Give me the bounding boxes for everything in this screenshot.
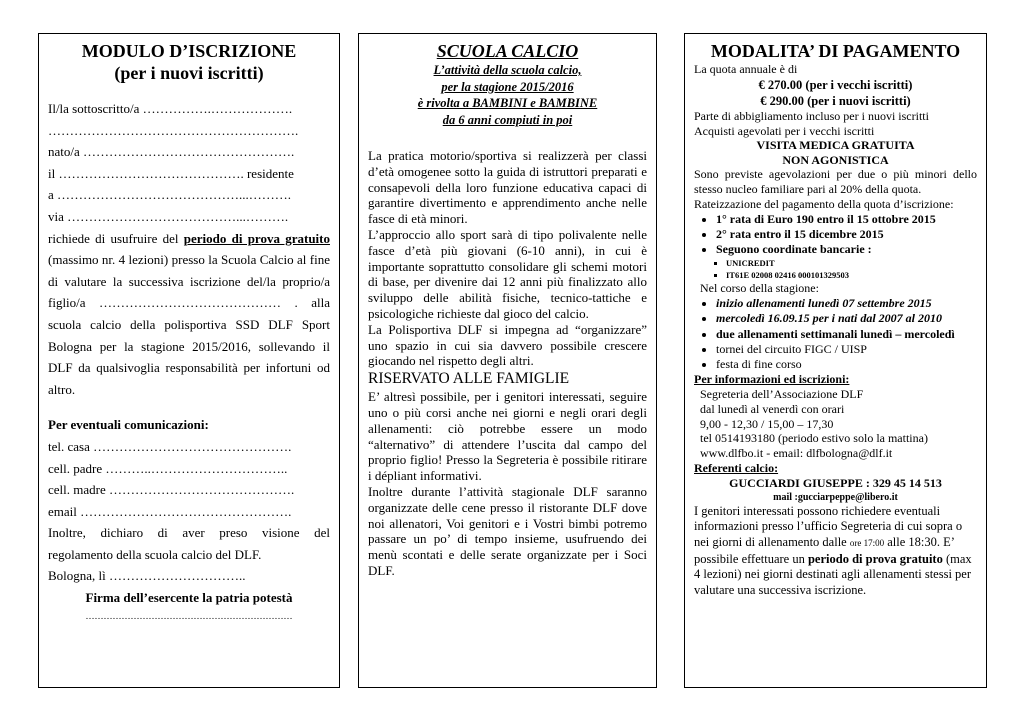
school-sub-1: L’attività della scuola calcio, bbox=[433, 63, 582, 77]
season-heading: Nel corso della stagione: bbox=[700, 281, 819, 296]
discount-text: Sono previste agevolazioni per due o più minori dello stesso nucleo familiare pari al 20% della quota. bbox=[694, 167, 977, 197]
installment-2: • 2° rata entro il 15 dicembre 2015 bbox=[716, 227, 977, 242]
football-school-panel bbox=[358, 33, 657, 688]
school-sub-4: da 6 anni compiuti in poi bbox=[442, 112, 573, 127]
bank-list bbox=[694, 257, 977, 281]
season-tournaments: • tornei del circuito FIGC / UISP bbox=[716, 342, 977, 357]
field-birthdate: il ……………………………………. residente bbox=[48, 165, 294, 181]
fee-old-members: € 270.00 (per i vecchi iscritti) bbox=[758, 77, 913, 92]
secretariat-phone: tel 0514193180 (periodo estivo solo la mattina) bbox=[700, 431, 928, 446]
medical-visit-2: NON AGONISTICA bbox=[782, 152, 889, 167]
secretariat-days: dal lunedì al venerdì con orari bbox=[700, 401, 845, 416]
field-home-phone: tel. casa ………………………………………. bbox=[48, 438, 292, 454]
payment-panel bbox=[684, 33, 987, 688]
season-wednesday: • mercoledì 16.09.15 per i nati dal 2007 al 2010 bbox=[716, 311, 977, 326]
referents-heading: Referenti calcio: bbox=[694, 460, 779, 475]
season-start: • inizio allenamenti lunedì 07 settembre 2015 bbox=[716, 296, 977, 311]
field-father-mobile: cell. padre ………..………………………….. bbox=[48, 460, 288, 476]
school-sub-3: è rivolta a BAMBINI e BAMBINE bbox=[417, 96, 598, 110]
trial-request-paragraph: richiede di usufruire del periodo di prova gratuito (massimo nr. 4 lezioni) presso la Scuola Calcio al fine di valutare la successiva iscrizione del/la proprio/a figlio/a …………………………………… . alla scuola calcio della polisportiva SSD DLF Sport Bologna per la stagione 2015/2016, sollevando il DLF da qualsivoglia responsabilità per infortuni od altro. bbox=[48, 230, 330, 397]
clothing-new: Parte di abbigliamento incluso per i nuovi iscritti bbox=[694, 108, 929, 123]
bank-coordinates-label: • Seguono coordinate bancarie : bbox=[716, 242, 977, 257]
medical-visit-1: VISITA MEDICA GRATUITA bbox=[756, 138, 915, 153]
field-email: email …………………………………………. bbox=[48, 503, 292, 519]
school-paragraph-3: La Polisportiva DLF si impegna ad “organizzare” uno spazio in cui sia davvero possibile crescere giocando nel rispetto degli altri. bbox=[368, 321, 647, 369]
secretariat-hours: 9,00 - 12,30 / 15,00 – 17,30 bbox=[700, 416, 834, 431]
referent-contact: GUCCIARDI GIUSEPPE : 329 45 14 513 bbox=[729, 475, 942, 490]
signature-line: …………………………………………………………… bbox=[85, 610, 293, 621]
field-name: Il/la sottoscritto/a …………….………………. bbox=[48, 101, 293, 116]
form-title: MODULO D’ISCRIZIONE bbox=[81, 41, 297, 61]
clothing-old: Acquisti agevolati per i vecchi iscritti bbox=[694, 123, 875, 138]
field-mother-mobile: cell. madre ……………………………………. bbox=[48, 482, 295, 498]
school-paragraph-1: La pratica motorio/sportiva si realizzerà per classi d’età omogenee sotto la guida di istruttori preparati e consapevoli della loro funzione educativa capaci di garantire divertimento e apprendimento anche nelle fasce di età minori. bbox=[368, 148, 647, 227]
trial-period-emphasis: periodo di prova gratuito bbox=[183, 230, 330, 246]
installments-list bbox=[694, 212, 977, 258]
season-weekly: • due allenamenti settimanali lunedì – mercoledì bbox=[716, 327, 977, 342]
secretariat-name: Segreteria dell’Associazione DLF bbox=[700, 387, 864, 401]
bank-name: ▪ UNICREDIT bbox=[726, 257, 977, 269]
signature-label: Firma dell’esercente la patria potestà bbox=[85, 590, 293, 606]
school-title: SCUOLA CALCIO bbox=[436, 41, 579, 61]
contacts-heading: Per eventuali comunicazioni: bbox=[48, 417, 209, 433]
school-paragraph-2: L’approccio allo sport sarà di tipo polivalente nelle fasce d’età più giovani (6-10 anni), in cui è importante soprattutto consolidare gli schemi motori di base, per divenire dai 12 anni più finalizzato allo sviluppo delle abilità fisiche, tecnico-tattiche e psicologiche richieste dal gioco del calcio. bbox=[368, 226, 647, 321]
field-street: via …………………………………...………. bbox=[48, 208, 289, 224]
form-subtitle: (per i nuovi iscritti) bbox=[114, 63, 264, 83]
season-party: • festa di fine corso bbox=[716, 357, 977, 372]
fee-new-members: € 290.00 (per i nuovi iscritti) bbox=[760, 93, 911, 108]
declaration-paragraph: Inoltre, dichiaro di aver preso visione del regolamento della scuola calcio del DLF. bbox=[48, 525, 330, 562]
field-residence: a ……………………………………...………. bbox=[48, 187, 292, 203]
field-place-date: Bologna, lì ………………………….. bbox=[48, 568, 246, 584]
registration-form-panel bbox=[38, 33, 340, 688]
installment-1: • 1° rata di Euro 190 entro il 15 ottobre 2015 bbox=[716, 212, 977, 227]
closing-paragraph: I genitori interessati possono richiedere eventuali informazioni presso l’ufficio Segreteria di cui sopra o nei giorni di allenamento dalle ore 17:00 alle 18:30. E’ possibile effettuare un periodo di prova gratuito (max 4 lezioni) nei giorni destinati agli allenamenti stessi per valutare una successiva iscrizione. bbox=[694, 503, 972, 597]
school-sub-2: per la stagione 2015/2016 bbox=[441, 79, 574, 94]
families-paragraph-1: E’ altresì possibile, per i genitori interessati, seguire uno o più corsi anche nei giorni e negli orari degli allenamenti: ciò potrebbe essere un modo “alternativo” di attendere l’uscita dal campo del proprio figlio! Presso la Segreteria è possibile ritirare i dépliant informativi. bbox=[368, 389, 647, 484]
field-birthplace: nato/a …………………………………………. bbox=[48, 144, 295, 160]
fee-intro: La quota annuale è di bbox=[694, 62, 798, 76]
families-heading: RISERVATO ALLE FAMIGLIE bbox=[368, 370, 570, 388]
payment-title: MODALITA’ DI PAGAMENTO bbox=[710, 41, 961, 61]
secretariat-web: www.dlfbo.it - email: dlfbologna@dlf.it bbox=[700, 446, 893, 461]
installments-text: Rateizzazione del pagamento della quota d’iscrizione: bbox=[694, 196, 954, 211]
season-list bbox=[694, 296, 977, 372]
families-paragraph-2: Inoltre durante l’attività stagionale DLF saranno organizzate delle cene presso il ristorante DLF dove noi allenatori, Voi genitori e i Vostri bimbi potremo passare un po’ di tempo insieme, usufruendo dei menù scontati e delle serate organizzate per i Soci DLF. bbox=[368, 483, 647, 578]
referent-email: mail :gucciarpeppe@libero.it bbox=[773, 491, 898, 503]
bank-iban: ▪ IT61E 02008 02416 000101329503 bbox=[726, 269, 977, 281]
info-heading: Per informazioni ed iscrizioni: bbox=[694, 372, 850, 387]
field-name-cont: …………………………………………………. bbox=[48, 122, 299, 138]
